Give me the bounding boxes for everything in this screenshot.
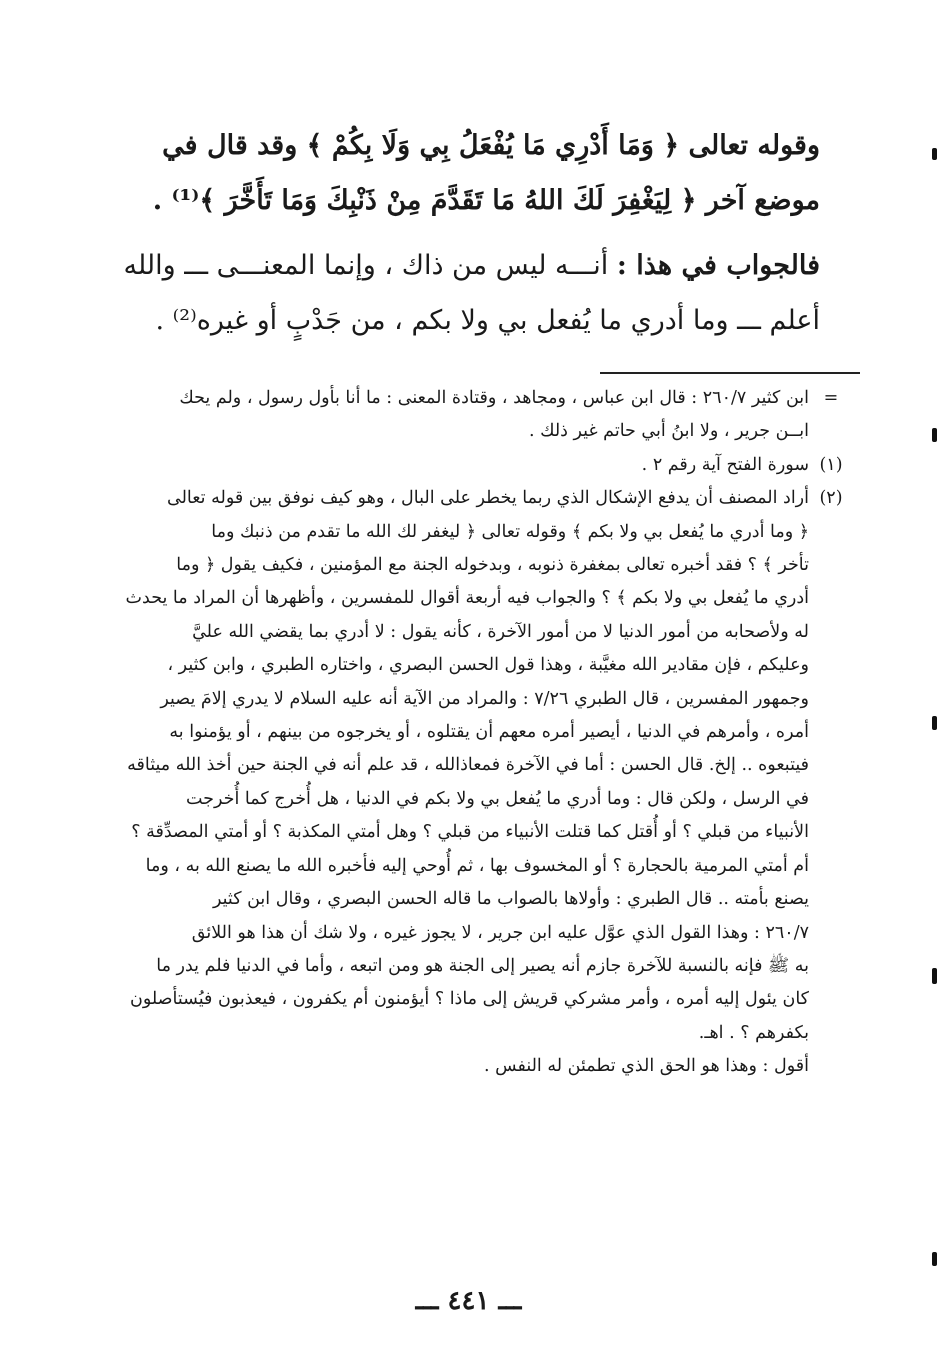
main-text xyxy=(100,118,820,348)
footnote-2-line: يصنع بأمته .. قال الطبري : وأولاها بالصواب ما قاله الحسن البصري ، وقال ابن كثير xyxy=(213,889,809,910)
paragraph-2 xyxy=(100,238,820,348)
footnotes xyxy=(108,382,853,1084)
footnote-2-line: أمره ، وأمرهم في الدنيا ، أيصير أمره معهم أن يقتلوه ، أو يخرجوه من بينهم ، أو يؤمنوا به xyxy=(169,722,809,743)
footnote-1-text: سورة الفتح آية رقم ٢ . xyxy=(641,454,809,475)
page-number: ـــ ٤٤١ ـــ xyxy=(415,1286,522,1316)
footnote-2-line: كان يئول إليه أمره ، وأمر مشركي قريش إلى ماذا ؟ أيؤمنون أم يكفرون ، فيعذبون فيُستأصلون xyxy=(130,989,809,1010)
para2-line2: أعلم ـــ وما أدري ما يُفعل بي ولا بكم ، من جَدْبٍ أو غيره⁽²⁾ . xyxy=(155,305,820,336)
footnote-2-line: وجمهور المفسرين ، قال الطبري ٧/٢٦ : والمراد من الآية أنه عليه السلام لا يدري إلامَ يصير xyxy=(160,688,809,709)
scan-edge-mark xyxy=(932,1252,937,1266)
footnote-1-mark: (١) xyxy=(819,454,843,475)
footnote-2-line: تأخر ﴾ ؟ فقد أخبره تعالى بمغفرة ذنوبه ، وبدخوله الجنة مع المؤمنين ، فكيف يقول ﴿ وما xyxy=(176,555,809,576)
para1-line1: وقوله تعالى ﴿ وَمَا أَدْرِي مَا يُفْعَلُ بِي وَلَا بِكُمْ ﴾ وقد قال في xyxy=(162,130,820,161)
footnote-2-line: أم أمتي المرمية بالحجارة ؟ أو المخسوف بها ، ثم أُوحي إليه فأخبره الله ما يصنع الله به ، وما xyxy=(145,855,809,876)
footnote-2-line: أدري ما يُفعل بي ولا بكم ﴾ ؟ والجواب فيه أربعة أقوال للمفسرين ، وأظهرها أن المراد ما يحدث xyxy=(125,588,809,609)
footnote-2-line: في الرسل ، ولكن قال : وما أدري ما يُفعل بي ولا بكم في الدنيا ، هل أُخرج كما أُخرجت xyxy=(186,788,809,809)
scan-edge-mark xyxy=(932,968,937,984)
scan-edge-mark xyxy=(932,716,937,730)
footnote-2-mark: (٢) xyxy=(819,488,843,509)
continuation-line: ابــن جرير ، ولا ابنُ أبي حاتم غير ذلك . xyxy=(528,421,809,442)
footnote-1 xyxy=(108,449,853,482)
footnote-2-line: ٢٦٠/٧ : وهذا القول الذي عوَّل عليه ابن جرير ، لا يجوز غيره ، ولا شك أن هذا هو اللائق xyxy=(191,922,809,943)
footnote-continuation xyxy=(108,382,853,449)
footnote-2-line: ﴿ وما أدري ما يُفعل بي ولا بكم ﴾ وقوله تعالى ﴿ ليغفر لك الله ما تقدم من ذنبك وما xyxy=(211,521,809,542)
para1-line2: موضع آخر ﴿ لِيَغْفِرَ لَكَ اللهُ مَا تَقَدَّمَ مِنْ ذَنْبِكَ وَمَا تَأَخَّرَ ﴾⁽¹⁾ . xyxy=(152,185,820,216)
continuation-mark: = xyxy=(823,388,839,408)
footnote-2-line: الأنبياء من قبلي ؟ أو أُقتل كما قتلت الأنبياء من قبلي ؟ وهل أمتي المكذبة ؟ أو أمتي المصدِّقة ؟ xyxy=(131,822,809,843)
footnote-2-line: وعليكم ، فإن مقادير الله مغيَّبة ، وهذا قول الحسن البصري ، واختاره الطبري ، وابن كثير ، xyxy=(167,655,809,676)
answer-heading: فالجواب في هذا : xyxy=(616,250,820,281)
para2-line1: أنـــه ليس من ذاك ، وإنما المعنـــى ـــ والله xyxy=(123,250,617,281)
footnote-2-line: أراد المصنف أن يدفع الإشكال الذي ربما يخطر على البال ، وهو كيف نوفق بين قوله تعالى xyxy=(166,488,809,509)
scan-edge-mark xyxy=(932,148,937,160)
continuation-line: ابن كثير ٢٦٠/٧ : قال ابن عباس ، ومجاهد ، وقتادة المعنى : ما أنا بأول رسول ، ولم يحك xyxy=(179,388,809,408)
footnote-2-line: فيتبعوه .. إلخ. قال الحسن : أما في الآخرة فمعاذالله ، قد علم أنه في الجنة حين أخذ الله ميثاقه xyxy=(127,755,809,776)
footnote-2 xyxy=(108,482,853,1083)
footnote-separator xyxy=(600,372,860,374)
footnote-2-line: له ولأصحابه من أمور الدنيا لا من أمور الآخرة ، كأنه يقول : لا أدري بما يقضي الله عليَّ xyxy=(192,621,809,642)
footnote-2-line: بكفرهم ؟ . اهـ. xyxy=(698,1022,809,1043)
scan-edge-mark xyxy=(932,428,937,442)
paragraph-1 xyxy=(100,118,820,228)
footnote-2-line: به ﷺ فإنه بالنسبة للآخرة جازم أنه يصير إلى الجنة هو ومن اتبعه ، وأما في الدنيا فلم يدر ما xyxy=(156,955,809,976)
closing-line: أقول : وهذا هو الحق الذي تطمئن له النفس . xyxy=(484,1056,809,1077)
